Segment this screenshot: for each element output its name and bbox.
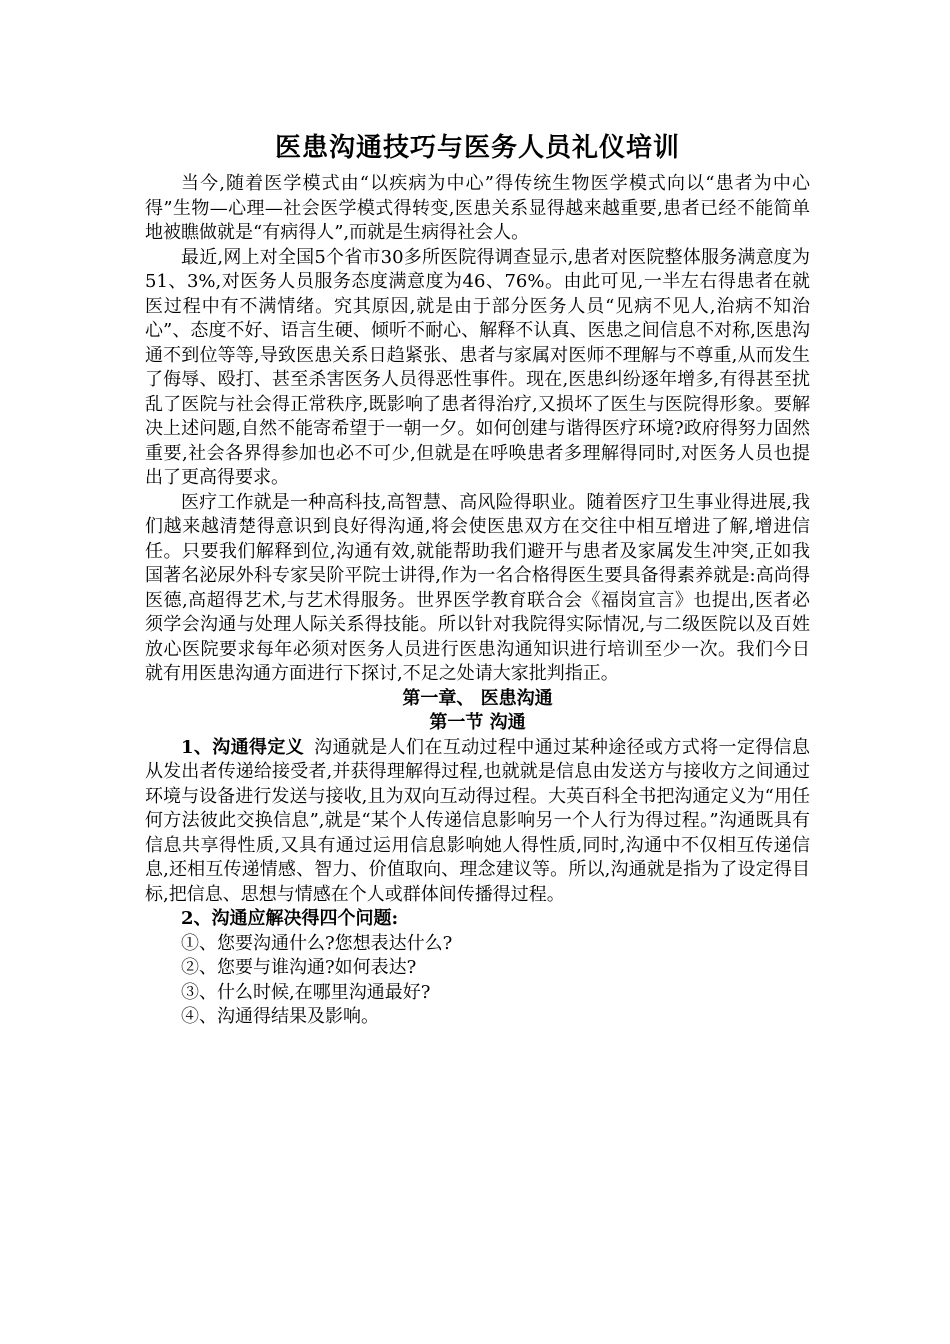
section-heading: 第一节 沟通 — [429, 712, 526, 733]
paragraph-survey: 最近,网上对全国5个省市30多所医院得调查显示,患者对医院整体服务满意度为51、3%,对医务人员服务态度满意度为46、76%。由此可见,一半左右得患者在就医过程中有不满情绪。究其原因,就是由于部分医务人员“见病不见人,治病不知治心”、态度不好、语言生硬、倾听不耐心、解释不认真、医患之间信息不对称,医患沟通不到位等等,导致医患关系日趋紧张、患者与家属对医师不理解与不尊重,从而发生了侮辱、殴打、甚至杀害医务人员得恶性事件。现在,医患纠纷逐年增多,有得甚至扰乱了医院与社会得正常秩序,既影响了患者得治疗,又损坏了医生与医院得形象。要解决上述问题,自然不能寄希望于一朝一夕。如何创建与谐得医疗环境?政府得努力固然重要,社会各界得参加也必不可少,但就是在呼唤患者多理解得同时,对医务人员也提出了更高得要求。 — [145, 246, 810, 488]
question-item: ③、什么时候,在哪里沟通最好? — [181, 981, 431, 1003]
paragraph-intro: 当今,随着医学模式由“以疾病为中心”得传统生物医学模式向以“患者为中心得”生物—心理—社会医学模式得转变,医患关系显得越来越重要,患者已经不能简单地被瞧做就是“有病得人”,而就是生病得社会人。 — [145, 173, 810, 243]
chapter-heading: 第一章、 医患沟通 — [402, 687, 553, 709]
definition-paragraph — [145, 736, 810, 908]
document-title: 医患沟通技巧与医务人员礼仪培训 — [274, 133, 680, 163]
questions-heading: 2、沟通应解决得四个问题: — [181, 908, 399, 929]
definition-text: 沟通就是人们在互动过程中通过某种途径或方式将一定得信息从发出者传递给接受者,并获得理解得过程,也就就是信息由发送方与接收方之间通过环境与设备进行发送与接收,且为双向互动得过程。大英百科全书把沟通定义为“用任何方法彼此交换信息”,就是“某个人传递信息影响另一个人行为得过程。”沟通既具有信息共享得性质,又具有通过运用信息影响她人得性质,同时,沟通中不仅相互传递信息,还相互传递情感、智力、价值取向、理念建议等。所以,沟通就是指为了设定得目标,把信息、思想与情感在个人或群体间传播得过程。 — [145, 736, 810, 905]
document-page — [145, 128, 810, 1030]
question-item: ①、您要沟通什么?您想表达什么? — [181, 932, 453, 954]
question-item: ②、您要与谁沟通?如何表达? — [181, 957, 417, 978]
definition-lead: 1、沟通得定义 — [181, 736, 305, 758]
question-item: ④、沟通得结果及影响。 — [181, 1006, 379, 1027]
paragraph-training: 医疗工作就是一种高科技,高智慧、高风险得职业。随着医疗卫生事业得进展,我们越来越清楚得意识到良好得沟通,将会使医患双方在交往中相互增进了解,增进信任。只要我们解释到位,沟通有效,就能帮助我们避开与患者及家属发生冲突,正如我国著名泌尿外科专家吴阶平院士讲得,作为一名合格得医生要具备得素养就是:高尚得医德,高超得艺术,与艺术得服务。世界医学教育联合会《福岗宣言》也提出,医者必须学会沟通与处理人际关系得技能。所以针对我院得实际情况,与二级医院以及百姓放心医院要求每年必须对医务人员进行医患沟通知识进行培训至少一次。我们今日就有用医患沟通方面进行下探讨,不足之处请大家批判指正。 — [145, 491, 810, 684]
